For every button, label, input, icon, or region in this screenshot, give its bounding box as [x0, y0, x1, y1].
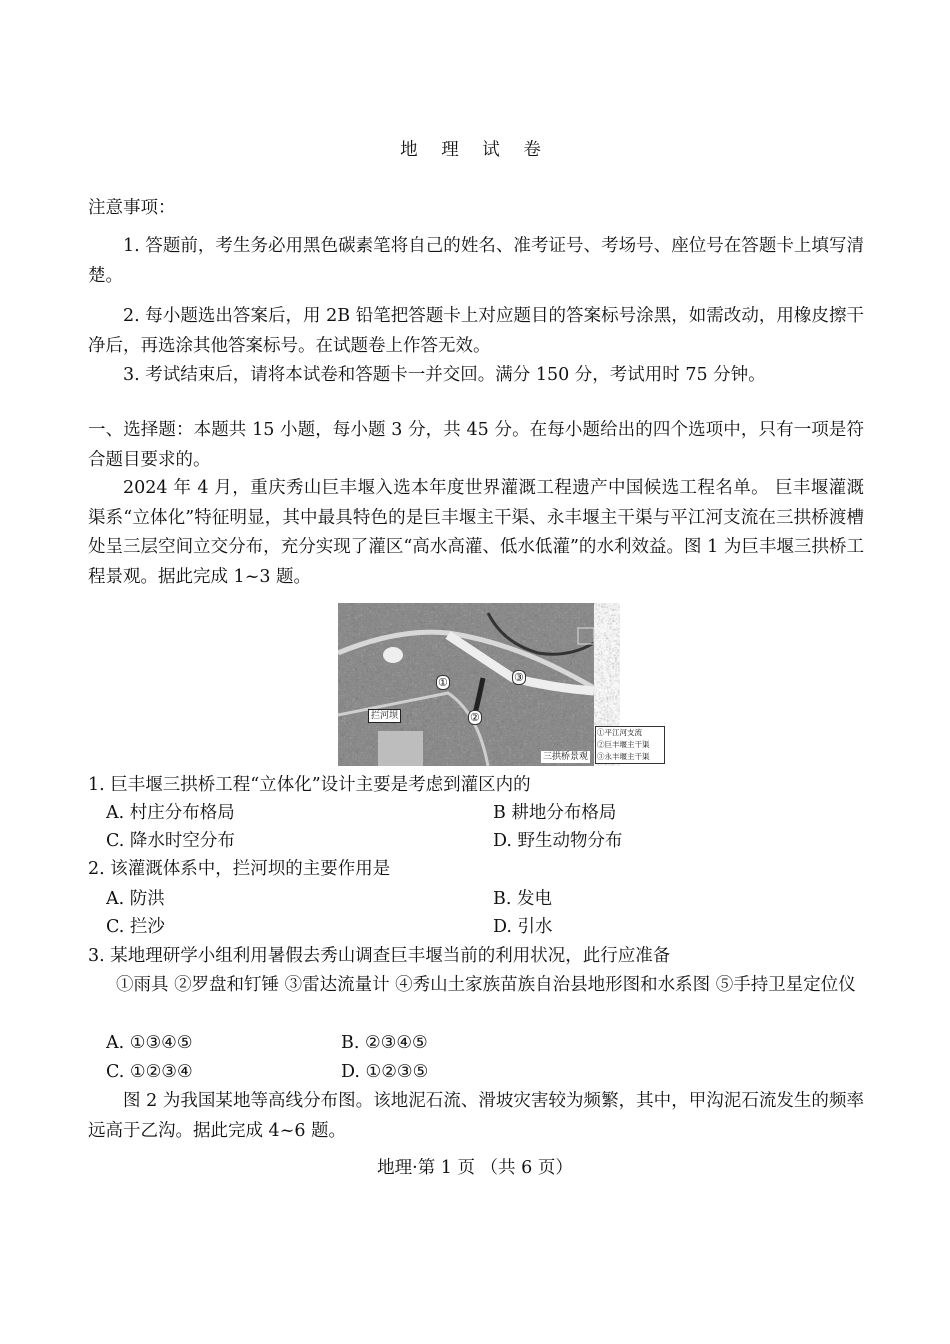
- page-title: 地 理 试 卷: [400, 140, 550, 160]
- q1-option-c: C. 降水时空分布: [106, 831, 235, 851]
- q1-option-d: D. 野生动物分布: [493, 831, 623, 851]
- figure-legend: [595, 726, 665, 764]
- notice-item: 1. 答题前，考生务必用黑色碳素笔将自己的姓名、准考证号、考场号、座位号在答题卡上填写清楚。: [88, 236, 864, 286]
- notice-item: 3. 考试结束后，请将本试卷和答题卡一并交回。满分 150 分，考试用时 75 分钟。: [123, 365, 766, 385]
- q2-option-b: B. 发电: [493, 889, 552, 909]
- passage: 图 2 为我国某地等高线分布图。该地泥石流、滑坡灾害较为频繁，其中，甲沟泥石流发生的频率远高于乙沟。据此完成 4~6 题。: [88, 1091, 864, 1141]
- question-2-stem: 2. 该灌溉体系中，拦河坝的主要作用是: [88, 859, 391, 879]
- notice-item: 2. 每小题选出答案后，用 2B 铅笔把答题卡上对应题目的答案标号涂黑，如需改动，用橡皮擦干净后，再选涂其他答案标号。在试题卷上作答无效。: [88, 306, 864, 356]
- marker-1: ①: [438, 676, 448, 689]
- q3-option-c: C. ①②③④: [106, 1062, 193, 1082]
- dam-label: 拦河坝: [368, 709, 401, 723]
- q1-option-a: A. 村庄分布格局: [106, 803, 235, 823]
- legend-item: ③永丰堰主干渠: [597, 752, 650, 761]
- page-footer: 地理·第 1 页 （共 6 页）: [377, 1158, 573, 1178]
- section-heading: 一、选择题：本题共 15 小题，每小题 3 分，共 45 分。在每小题给出的四个选项中，只有一项是符合题目要求的。: [88, 420, 864, 470]
- q2-option-a: A. 防洪: [106, 889, 165, 909]
- legend-item: ②巨丰堰主干渠: [597, 740, 650, 749]
- notice-heading: 注意事项：: [88, 198, 176, 218]
- scene-label: 三拱桥景观: [543, 752, 589, 762]
- q1-option-b: B 耕地分布格局: [493, 803, 617, 823]
- q2-option-c: C. 拦沙: [106, 917, 165, 937]
- passage: 2024 年 4 月，重庆秀山巨丰堰入选本年度世界灌溉工程遗产中国候选工程名单。 巨丰堰灌溉渠系“立体化”特征明显，其中最具特色的是巨丰堰主干渠、永丰堰主干渠与平江河支流在三拱桥渡槽处呈三层空间立交分布，充分实现了灌区“高水高灌、低水低灌”的水利效益。图 1 为巨丰堰三拱桥工程景观。据此完成 1~3 题。: [88, 478, 864, 587]
- legend-item: ①平江河支流: [597, 728, 642, 737]
- q3-option-a: A. ①③④⑤: [106, 1033, 193, 1053]
- marker-2: ②: [470, 711, 480, 724]
- question-1-stem: 1. 巨丰堰三拱桥工程“立体化”设计主要是考虑到灌区内的: [88, 775, 531, 795]
- question-3-items: ①雨具 ②罗盘和钉锤 ③雷达流量计 ④秀山土家族苗族自治县地形图和水系图 ⑤手持卫星定位仪: [116, 975, 856, 995]
- q3-option-d: D. ①②③⑤: [341, 1062, 429, 1082]
- question-3-stem: 3. 某地理研学小组利用暑假去秀山调查巨丰堰当前的利用状况，此行应准备: [88, 946, 671, 966]
- q2-option-d: D. 引水: [493, 917, 553, 937]
- figure-1-photo: [338, 603, 662, 766]
- marker-3: ③: [514, 671, 524, 684]
- q3-option-b: B. ②③④⑤: [341, 1033, 428, 1053]
